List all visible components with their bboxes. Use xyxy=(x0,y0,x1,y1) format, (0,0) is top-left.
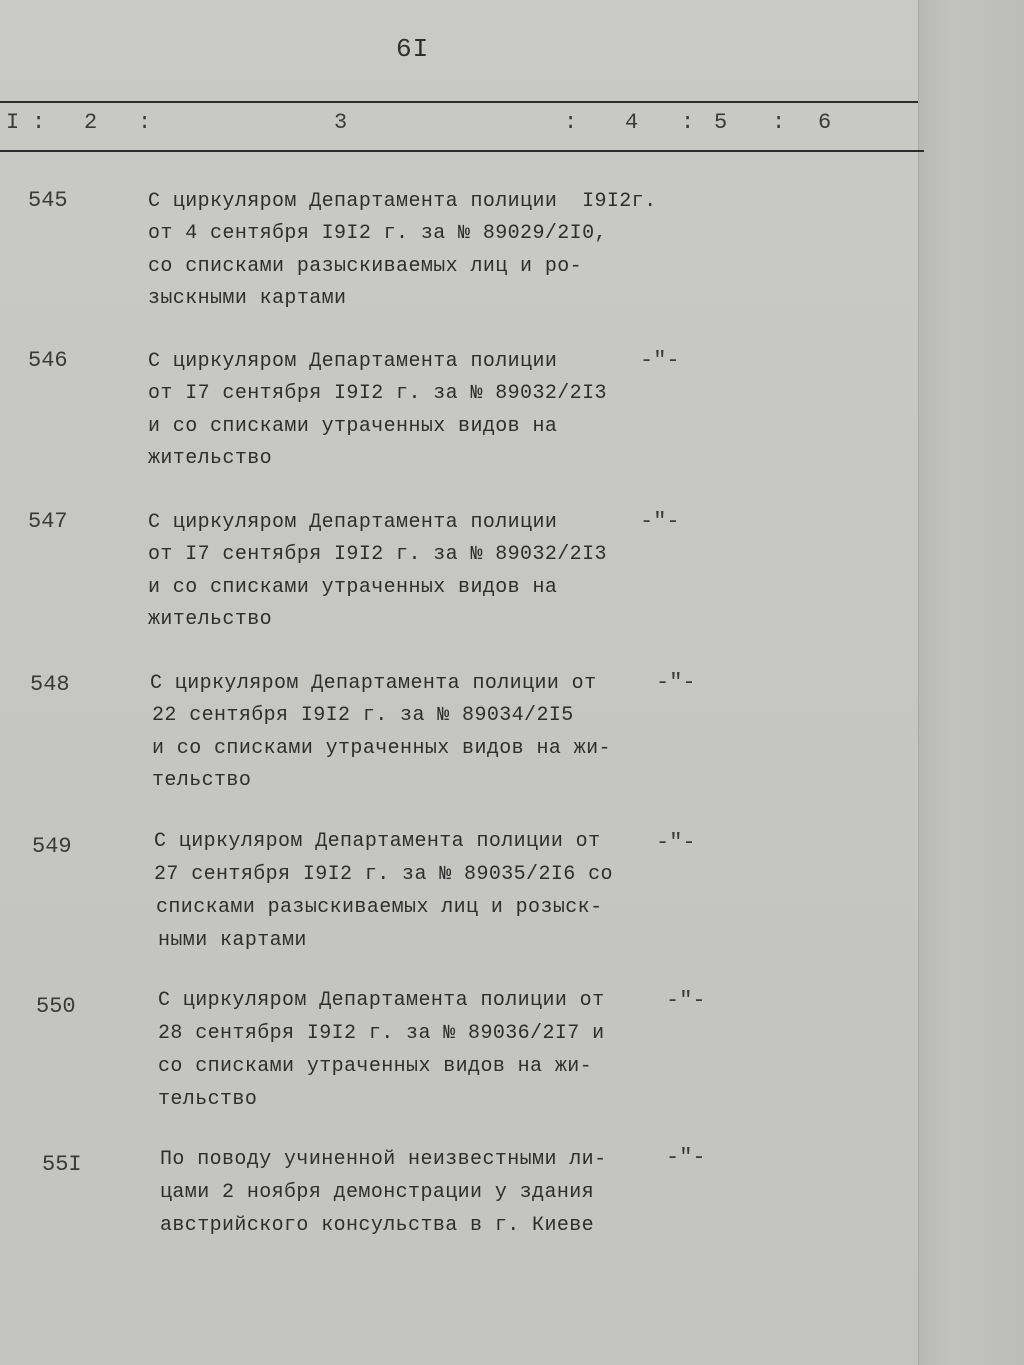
ditto-mark: -"- xyxy=(656,830,696,855)
column-header-4: 4 xyxy=(625,110,639,135)
entry-title-line: С циркуляром Департамента полиции от xyxy=(154,830,601,853)
entry-title-line: тельство xyxy=(152,769,252,792)
entry-title-line: цами 2 ноября демонстрации у здания xyxy=(160,1181,595,1204)
entry-title-line: 28 сентября I9I2 г. за № 89036/2I7 и xyxy=(158,1022,605,1045)
column-header-1: I xyxy=(6,110,20,135)
entry-title-line: С циркуляром Департамента полиции I9I2г. xyxy=(148,190,657,213)
entry-number: 546 xyxy=(28,348,68,373)
entry-title-line: ными картами xyxy=(158,929,307,952)
entry-title-line: списками разыскиваемых лиц и розыск- xyxy=(156,896,603,919)
entry-title-line: жительство xyxy=(148,608,273,631)
entry-title-line: от I7 сентября I9I2 г. за № 89032/2I3 xyxy=(148,543,607,566)
entry-number: 55I xyxy=(42,1152,82,1177)
entry-title-line: от I7 сентября I9I2 г. за № 89032/2I3 xyxy=(148,382,607,405)
column-header-5: 5 xyxy=(714,110,728,135)
column-header-3: 3 xyxy=(334,110,348,135)
entry-title-line: 27 сентября I9I2 г. за № 89035/2I6 со xyxy=(154,863,613,886)
entry-title-line: С циркуляром Департамента полиции xyxy=(148,350,558,373)
entry-title-line: со списками разыскиваемых лиц и ро- xyxy=(148,255,583,278)
entry-title-line: зыскными картами xyxy=(148,287,347,310)
entry-title-line: и со списками утраченных видов на xyxy=(148,415,558,438)
entry-title-line: По поводу учиненной неизвестными ли- xyxy=(160,1148,607,1171)
ditto-mark: -"- xyxy=(656,670,696,695)
header-rule-bottom xyxy=(0,150,924,152)
ditto-mark: -"- xyxy=(640,348,680,373)
entry-title-line: жительство xyxy=(148,447,273,470)
page-number: 6I xyxy=(396,34,430,64)
column-header-separator: : xyxy=(772,110,786,135)
column-header-separator: : xyxy=(564,110,578,135)
column-header-separator: : xyxy=(32,110,46,135)
ditto-mark: -"- xyxy=(666,988,706,1013)
entry-title-line: С циркуляром Департамента полиции от xyxy=(158,989,605,1012)
entry-number: 550 xyxy=(36,994,76,1019)
header-rule-top xyxy=(0,101,918,103)
entry-number: 545 xyxy=(28,188,68,213)
column-header-2: 2 xyxy=(84,110,98,135)
entry-title-line: и со списками утраченных видов на xyxy=(148,576,558,599)
column-header-separator: : xyxy=(681,110,695,135)
ditto-mark: -"- xyxy=(640,509,680,534)
entry-title-line: С циркуляром Департамента полиции от xyxy=(150,672,597,695)
ditto-mark: -"- xyxy=(666,1145,706,1170)
underlying-page-edge xyxy=(918,0,1024,1365)
entry-title-line: С циркуляром Департамента полиции xyxy=(148,511,558,534)
column-header-6: 6 xyxy=(818,110,832,135)
entry-title-line: и со списками утраченных видов на жи- xyxy=(152,737,611,760)
entry-number: 547 xyxy=(28,509,68,534)
entry-title-line: австрийского консульства в г. Киеве xyxy=(160,1214,595,1237)
entry-title-line: со списками утраченных видов на жи- xyxy=(158,1055,593,1078)
entry-number: 548 xyxy=(30,672,70,697)
entry-title-line: тельство xyxy=(158,1088,258,1111)
entry-number: 549 xyxy=(32,834,72,859)
entry-title-line: от 4 сентября I9I2 г. за № 89029/2I0, xyxy=(148,222,607,245)
column-header-separator: : xyxy=(138,110,152,135)
entry-title-line: 22 сентября I9I2 г. за № 89034/2I5 xyxy=(152,704,574,727)
